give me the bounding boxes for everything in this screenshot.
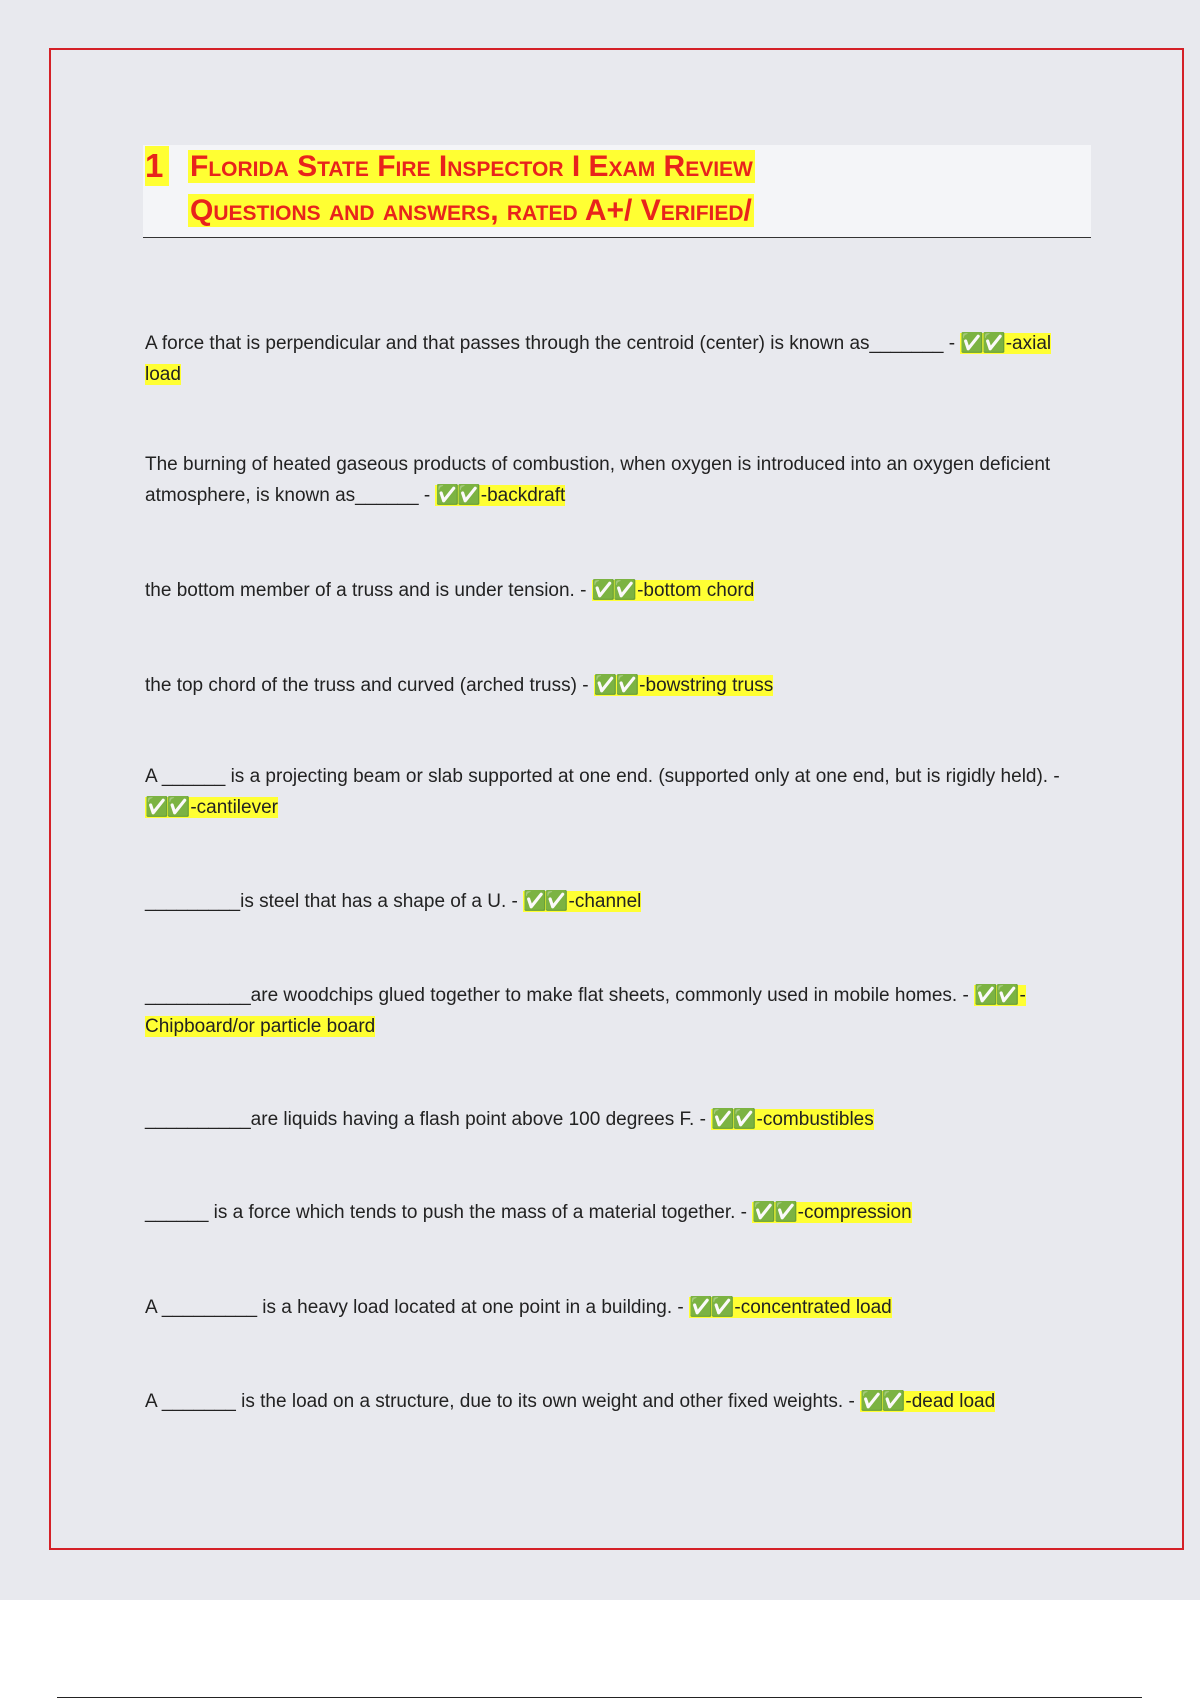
qa-item-3 <box>145 575 1080 606</box>
qa-item-1 <box>145 328 1080 390</box>
separator: - <box>957 985 975 1006</box>
qa-item-2 <box>145 449 1080 511</box>
question-text: __________are liquids having a flash point above 100 degrees F. <box>145 1109 695 1130</box>
heading-number: 1 <box>145 146 169 186</box>
separator: - <box>506 891 524 912</box>
answer-text: backdraft <box>487 485 566 506</box>
question-text: the bottom member of a truss and is under tension. <box>145 580 575 601</box>
qa-item-11 <box>145 1386 1080 1417</box>
answer-highlight: ✅✅ -dead load <box>860 1391 996 1412</box>
question-text: A _______ is the load on a structure, due to its own weight and other fixed weights. <box>145 1391 844 1412</box>
question-text: A _________ is a heavy load located at one point in a building. <box>145 1297 673 1318</box>
double-check-icon: ✅✅ <box>435 485 479 506</box>
answer-text: axial load <box>145 333 1052 385</box>
question-text: the top chord of the truss and curved (arched truss) <box>145 675 577 696</box>
double-check-icon: ✅✅ <box>593 675 638 696</box>
qa-item-7 <box>145 980 1080 1042</box>
answer-text: combustibles <box>762 1109 874 1130</box>
answer-highlight: ✅✅ -bowstring truss <box>593 675 774 696</box>
answer-text: Chipboard/or particle board <box>145 1016 376 1037</box>
answer-text: bottom chord <box>643 580 755 601</box>
answer-text: dead load <box>911 1391 996 1412</box>
double-check-icon: ✅✅ <box>960 333 1004 354</box>
answer-highlight: ✅✅ -compression <box>752 1202 912 1223</box>
qa-item-8 <box>145 1104 1080 1135</box>
answer-highlight: ✅✅ -concentrated load <box>689 1297 892 1318</box>
answer-highlight: ✅✅ -channel <box>523 891 642 912</box>
separator: - <box>418 485 436 506</box>
separator: - <box>1048 766 1060 787</box>
question-text: The burning of heated gaseous products of combustion, when oxygen is introduced into an oxygen deficient atmosphere, is known as______ <box>145 454 1051 506</box>
separator: - <box>672 1297 690 1318</box>
heading-line-2: Questions and answers, rated A+/ Verified/ <box>190 194 752 227</box>
answer-text: cantilever <box>196 797 278 818</box>
question-text: A force that is perpendicular and that passes through the centroid (center) is known as_______ <box>145 333 944 354</box>
question-text: _________is steel that has a shape of a U. <box>145 891 507 912</box>
separator: - <box>694 1109 712 1130</box>
separator: - <box>735 1202 753 1223</box>
qa-item-5 <box>145 761 1080 823</box>
double-check-icon: ✅✅ <box>591 580 636 601</box>
qa-item-10 <box>145 1292 1080 1323</box>
answer-highlight: ✅✅ -cantilever <box>145 797 278 818</box>
double-check-icon: ✅✅ <box>752 1202 796 1223</box>
separator: - <box>843 1391 861 1412</box>
next-page-rule <box>57 1697 1142 1698</box>
answer-text: concentrated load <box>740 1297 892 1318</box>
answer-highlight: ✅✅ -axial load <box>145 333 1052 385</box>
double-check-icon: ✅✅ <box>711 1109 755 1130</box>
question-text: ______ is a force which tends to push the mass of a material together. <box>145 1202 736 1223</box>
separator: - <box>574 580 592 601</box>
qa-item-9 <box>145 1197 1080 1228</box>
answer-highlight: ✅✅ -combustibles <box>711 1109 874 1130</box>
answer-text: bowstring truss <box>645 675 774 696</box>
qa-item-6 <box>145 886 1080 917</box>
double-check-icon: ✅✅ <box>860 1391 904 1412</box>
question-text: __________are woodchips glued together to make flat sheets, commonly used in mobile homes. <box>145 985 958 1006</box>
separator: - <box>576 675 594 696</box>
answer-highlight: ✅✅ -bottom chord <box>591 580 755 601</box>
qa-item-4 <box>145 670 1080 701</box>
answer-text: compression <box>803 1202 912 1223</box>
double-check-icon: ✅✅ <box>689 1297 733 1318</box>
double-check-icon: ✅✅ <box>974 985 1018 1006</box>
answer-highlight: ✅✅ -Chipboard/or particle board <box>145 985 1026 1037</box>
separator: - <box>943 333 961 354</box>
double-check-icon: ✅✅ <box>523 891 567 912</box>
answer-text: channel <box>574 891 642 912</box>
heading-line-1: Florida State Fire Inspector I Exam Review <box>190 150 753 183</box>
question-text: A ______ is a projecting beam or slab supported at one end. (supported only at one end, but is rigidly held). <box>145 766 1049 787</box>
double-check-icon: ✅✅ <box>145 797 189 818</box>
answer-highlight: ✅✅ -backdraft <box>435 485 566 506</box>
